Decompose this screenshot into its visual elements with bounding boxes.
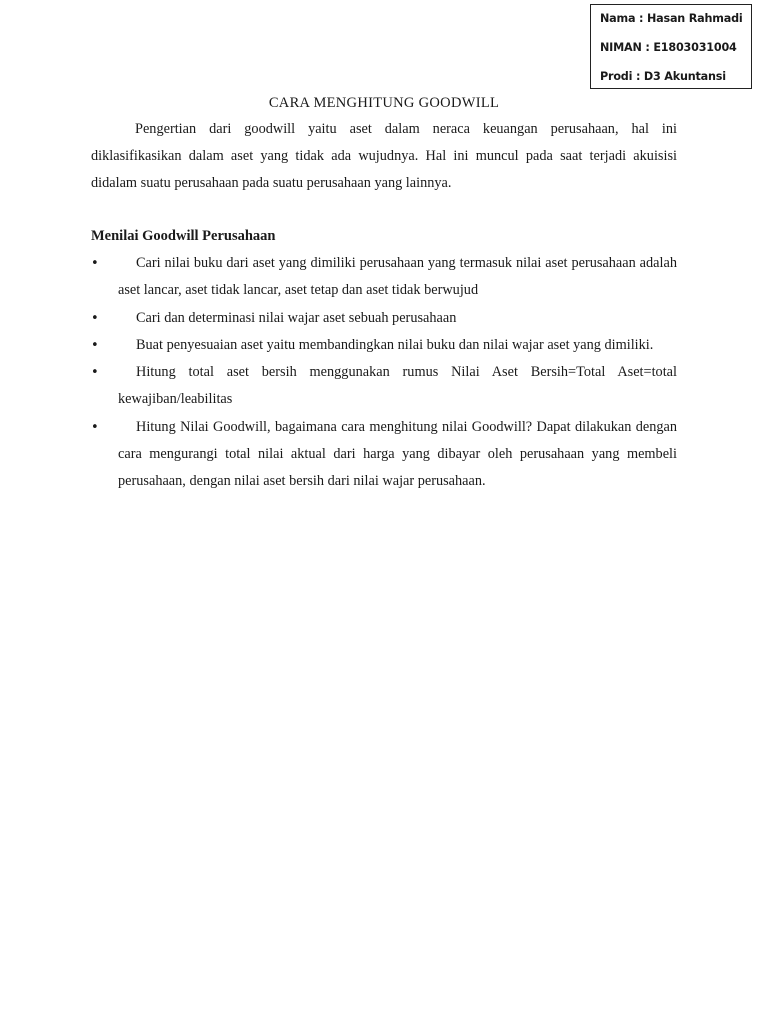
list-item xyxy=(91,414,677,496)
bullet-icon: • xyxy=(91,419,99,435)
list-item xyxy=(91,305,677,332)
document-title: CARA MENGHITUNG GOODWILL xyxy=(268,95,500,111)
list-item-text: Cari nilai buku dari aset yang dimiliki perusahaan yang termasuk nilai aset perusahaan adalah aset lancar, aset tidak lancar, aset tetap dan aset tidak berwujud xyxy=(118,255,677,299)
student-name: Nama : Hasan Rahmadi xyxy=(600,12,743,25)
list-item-text: Cari dan determinasi nilai wajar aset sebuah perusahaan xyxy=(136,309,457,326)
document-body xyxy=(91,90,677,496)
list-item xyxy=(91,250,677,305)
list-item xyxy=(91,332,677,359)
student-prodi: Prodi : D3 Akuntansi xyxy=(600,70,726,83)
bullet-icon: • xyxy=(91,337,99,353)
student-niman: NIMAN : E1803031004 xyxy=(600,41,737,54)
section-heading: Menilai Goodwill Perusahaan xyxy=(91,228,276,244)
bullet-icon: • xyxy=(91,365,99,381)
student-info-box xyxy=(590,4,752,89)
intro-paragraph: Pengertian dari goodwill yaitu aset dalam neraca keuangan perusahaan, hal ini diklasifikasikan dalam aset yang tidak ada wujudnya. Hal ini muncul pada saat terjadi akuisisi didalam suatu perusahaan pada suatu perusahaan yang lainnya. xyxy=(91,121,677,191)
steps-list xyxy=(91,250,677,496)
list-item xyxy=(91,359,677,414)
list-item-text: Hitung total aset bersih menggunakan rumus Nilai Aset Bersih=Total Aset=total kewajiban/leabilitas xyxy=(118,364,677,408)
list-item-text: Buat penyesuaian aset yaitu membandingkan nilai buku dan nilai wajar aset yang dimiliki. xyxy=(136,336,654,353)
list-item-text: Hitung Nilai Goodwill, bagaimana cara menghitung nilai Goodwill? Dapat dilakukan dengan cara mengurangi total nilai aktual dari harga yang dibayar oleh perusahaan yang membeli perusahaan, dengan nilai aset bersih dari nilai wajar perusahaan. xyxy=(118,418,677,490)
bullet-icon: • xyxy=(91,310,99,326)
bullet-icon: • xyxy=(91,256,99,271)
